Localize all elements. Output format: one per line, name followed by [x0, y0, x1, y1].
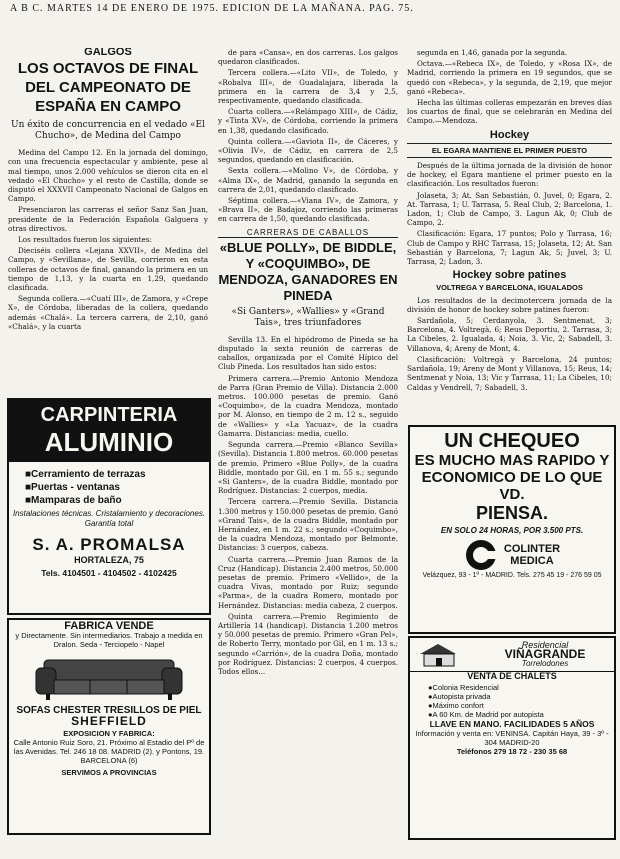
headline-patines: VOLTREGA Y BARCELONA, IGUALADOS [436, 283, 583, 293]
article-paragraph: Los resultados de la decimotercera jornada de la división de honor de hockey sobre patines fueron: [407, 295, 612, 314]
page-header: A B C. MARTES 14 DE ENERO DE 1975. EDICION DE LA MAÑANA. PAG. 75. [10, 3, 414, 14]
ad-venta: VENTA DE CHALETS [410, 671, 614, 681]
ad-banner [9, 400, 209, 462]
headline-galgos: LOS OCTAVOS DE FINAL DEL CAMPEONATO DE ESPAÑA EN CAMPO [17, 60, 199, 116]
article-paragraph: Clasificación: Voltregà y Barcelona, 24 puntos; Sardañola, 19; Areny de Mont y Villanova, 15; Reus, 14; Sentmenat y Noia, 13; Vic y Tarrasa, 11; La Cibeles, 10; Caldas y Vendrell, 7; Sabadell, 3. [407, 354, 612, 392]
ad-feature: ● Autopista privada [428, 692, 614, 701]
ad-intro: y Directamente. Sin intermediarios. Trabajo a medida en Dralon. Seda - Terciopelo - Napel [15, 631, 203, 649]
ad-feature-list [25, 468, 209, 507]
article-paragraph: Medina del Campo 12. En la jornada del domingo, con una frecuencia espectacular y ambiente, pese al mal tiempo, unos 2.000 vehículos se dieron cita en el vedado «El Chucho» y el resto de Castilla, donde se disputó el XXXVII Campeonato Nacional de Galgos en Campo. [8, 148, 208, 204]
ad-feature: ■ Cerramiento de terrazas [25, 468, 209, 481]
ad-brand: SHEFFIELD [71, 714, 147, 728]
ad-residencial: Residencial [521, 640, 569, 650]
ad-tagline: Instalaciones técnicas. Cristalamiento y decoraciones. Garantía total [12, 509, 206, 528]
ad-feature: ● Colonia Residencial [428, 683, 614, 692]
ad-vinagrande [408, 636, 616, 840]
section-title-hockey: Hockey [489, 128, 530, 141]
ad-logo-text [504, 543, 560, 567]
ad-title-top: CARPINTERIA [40, 404, 178, 426]
article-paragraph: Sevilla 13. En el hipódromo de Pineda se ha disputado la sexta reunión de carreras de caballos, organizada por el Comité Hípico del Club Pineda. Los resultados han sido estos: [218, 334, 398, 372]
ad-logo-line2: MEDICA [510, 555, 554, 567]
ad-chequeo-medico [408, 425, 616, 634]
ad-phones: Teléfonos 279 18 72 - 230 35 68 [456, 747, 568, 757]
ad-llave: LLAVE EN MANO. FACILIDADES 5 AÑOS [429, 718, 595, 729]
article-paragraph: Tercera carrera.—Premio Sevilla. Distancia 1.300 metros y 150.000 pesetas de premio. Ganó «Grand Tais», de la cuadra Biddle, montado por Hernández, en 1 m. 22 s.; segundo «Coquimbo», de la cuadra Mendoza, montado por Belmonte. Distancias: 3 cuerpos, cabeza. [218, 497, 398, 553]
article-paragraph: Dieciséis collera «Lejana XXVII», de Medina del Campo, y «Sevillana», de Sevilla, corrieron en esta colleras de octavos de final, ganando la primera en un tiempo de 1,13, y la cuarta en 1,29, quedando clasificada. [8, 246, 208, 293]
section-label-caballos: CARRERAS DE CABALLOS [218, 228, 398, 238]
ad-feature: ■ Mamparas de baño [25, 494, 209, 507]
house-illustration [416, 642, 476, 668]
ad-carpinteria-aluminio [7, 398, 211, 615]
ad-shipping: SERVIMOS A PROVINCIAS [61, 768, 157, 777]
article-paragraph: Segunda carrera.—Premio «Blanco Sevilla» (Sevilla). Distancia 1.800 metros. 60.000 pesetas de premio. Primero «Blue Polly», de la cuadra Biddle, montado por Gil, en 1 m. 55 s.; segundo «Si Ganters», de la cuadra Biddle, montado por Rodríguez. Distancias: 2 cuerpos, media. [218, 440, 398, 496]
article-paragraph: Hecha las últimas colleras empezarán en breves días los cuartos de final, que se celebrarán en Medina del Campo.—Mendoza. [407, 98, 612, 126]
ad-headline: UN CHEQUEO [444, 430, 580, 452]
ad-price-line: EN SOLO 24 HORAS, POR 3.500 PTS. [440, 526, 584, 535]
article-paragraph: Quinta carrera.—Premio Regimiento de Artillería 14 (handicap). Distancia 1.200 metros y 50.000 pesetas de premio. Primero «Gran Pel», de Roberto Terry, montado por Gil, en 1 m. 13 s.; segundo «Carrión», de la cuadra Doña, montado por Rodríguez. Distancias: 2 cuerpos, 4 cuerpos. Todos ellos... [218, 611, 398, 676]
column-hockey [407, 48, 612, 420]
ad-main-text: SOFAS CHESTER TRESILLOS DE PIEL [16, 705, 202, 716]
article-paragraph: de para «Cansa», en dos carreras. Los galgos quedaron clasificados. [218, 48, 398, 67]
article-paragraph: Presenciaron las carreras el señor Sanz San Juan, presidente de la Federación Española Galguera y otras directivos. [8, 205, 208, 233]
ad-feature: ■ Puertas - ventanas [25, 481, 209, 494]
ad-brand: S. A. PROMALSA [32, 535, 186, 554]
ad-fabrica-sofas [7, 618, 211, 835]
article-paragraph: Octava.—«Rebeca IX», de Toledo, y «Rosa IX», de Madrid, corriendo la primera en 19 segundos, que se quedó con «Rebeca», y la segunda, de 2,19, que mejor ganó «Rebeca». [407, 59, 612, 96]
headline-caballos: «BLUE POLLY», DE BIDDLE, Y «COQUIMBO», DE MENDOZA, GANADORES EN PINEDA [218, 239, 398, 303]
ad-body: ES MUCHO MAS RAPIDO Y ECONOMICO DE LO QUE VD. [414, 452, 610, 503]
section-title-patines: Hockey sobre patines [452, 269, 567, 282]
ad-address: HORTALEZA, 75 [74, 555, 144, 565]
column-galgos [8, 48, 208, 333]
ad-expo: EXPOSICION Y FABRICA: [63, 729, 155, 738]
ad-highlight: PIENSA. [475, 503, 549, 523]
subhead-caballos: «Si Ganters», «Wallies» y «Grand Tais», tres triunfadores [231, 306, 385, 328]
colinter-logo-icon [464, 538, 498, 572]
article-paragraph: Clasificación: Egara, 17 puntos; Polo y Tarrasa, 16; Club de Campo y RHC Tarrasa, 15; Jolaseta, 12; At. San Sebastián y Barcelona, 7; Lagun Ak, 5; Juvel, 3; U. Tarrasa, 2; Ladon, 3. [407, 229, 612, 267]
ad-info: Información y venta en: VENINSA. Capitán Haya, 39 - 3º - 304 MADRID-20 [415, 728, 609, 748]
headline-hockey: EL EGARA MANTIENE EL PRIMER PUESTO [407, 143, 612, 158]
article-paragraph: Después de la última jornada de la división de honor de hockey, el Egara mantiene el primer puesto en la clasificación. Los resultados fueron: [407, 161, 612, 189]
article-paragraph: Segunda collera.—«Cuatí III», de Zamora, y «Crepe X», de Córdoba, liberadas de la collera, quedando además «Chalá». La tercera carrera, de 2,10, ganó «Chalá», y la cuarta [8, 294, 208, 331]
ad-logo-line1: COLINTER [503, 543, 561, 555]
article-paragraph: Séptima collera.—«Viana IV», de Zamora, y «Brava II», de Badajoz, corriendo las primeras en carrera de 1,50, quedando clasificada. [218, 196, 398, 224]
sofa-illustration [34, 652, 184, 702]
ad-logo-row [410, 538, 614, 572]
article-paragraph: Cuarta carrera.—Premio Juan Ramos de la Cruz (Handicap). Distancia 2.400 metros, 50.000 pesetas de premio. Primero «Vellido», de la cuadra Vivas, montado por Ruiz; segundo «Parma», de la cuadra Romero, montado por Hernández. Distancias: media cabeza, 2 cuerpos. [218, 554, 398, 610]
article-paragraph: Primera carrera.—Premio Antonio Mendoza de Parra (Gran Premio de Villa). Distancia 2.000 metros. 100.000 pesetas de premio. Ganó «Coquimbo», de la cuadra Mendoza, montado por M. Alonso, en tiempo de 2 m. 12 s., seguido de «Wallies» y «La Yacuaz», de la cuadra Gamarra. Distancias: media, cuello. [218, 373, 398, 438]
ad-phones: Tels. 4104501 - 4104502 - 4102425 [41, 568, 177, 578]
ad-feature-list [428, 683, 614, 720]
column-caballos [218, 48, 398, 848]
ad-brand: VIÑAGRANDE [504, 647, 586, 662]
article-paragraph: Sexta collera.—«Molino V», de Córdoba, y «Alma IX», de Madrid, ganando la segunda en carrera de 2,01, quedando clasificado. [218, 166, 398, 194]
ad-title: FABRICA VENDE [64, 620, 154, 632]
article-paragraph: Los resultados fueron los siguientes: [18, 235, 152, 245]
ad-feature: ● A 60 Km. de Madrid por autopista [428, 710, 614, 719]
article-paragraph: Cuarta collera.—«Relámpago XIII», de Cádiz, y «Tinta XV», de Córdoba, corriendo la primera en 1,38, quedando clasificado. [218, 107, 398, 135]
subhead-galgos: Un éxito de concurrencia en el vedado «El Chucho», de Medina del Campo [11, 120, 205, 142]
section-kicker-galgos: GALGOS [84, 48, 132, 58]
article-paragraph: Quinta collera.—«Gaviota II», de Cáceres, y «Olivia IV», de Cádiz, en carrera de 2,5 segundos, quedando en clasificación. [218, 136, 398, 165]
article-paragraph: segunda en 1,46, ganada por la segunda. [417, 48, 568, 57]
ad-address: Calle Antonio Ruiz Soro, 21. Próximo al Estadio del Pº de las Avenidas. Tel. 246 18 08. MADRID (2). y Pontons, 19. BARCELONA (6) [13, 738, 205, 765]
article-paragraph: Tercera collera.—«Lito VII», de Toledo, y «Robalva III», de Guadalajara, liberada la primera en la carrera de 3,4 y 2,5, respectivamente, quedando clasificada. [218, 68, 398, 106]
ad-feature: ● Máximo confort [428, 701, 614, 710]
ad-location: Torrelodones [521, 659, 569, 669]
article-paragraph: Jolaseta, 3; At. San Sebastián, 0. Juvel, 0; Egara, 2. At. Tarrasa, 1; U. Tarrasa, 5. Real Club, 2; Barcelona, 1. Ladon, 1; Club de Campo, 3. Lagun Ak, 0; Club de Campo, 2. [407, 190, 612, 228]
ad-address: Velázquez, 93 - 1º - MADRID. Tels. 275 45 19 - 276 59 05 [422, 572, 602, 579]
ad-title-bottom: ALUMINIO [44, 427, 174, 457]
article-paragraph: Sardañola, 5; Cerdanyola, 3. Sentmenat, 3; Barcelona, 4. Voltregà, 6; Reus Deportiu, 2. Tarrasa, 3; La Cibeles, 2. Igualada, 4; Noia, 3. Vic, 2; Sabadell, 3. Villanova, 4; Areny de Mont, 4. [407, 316, 612, 353]
